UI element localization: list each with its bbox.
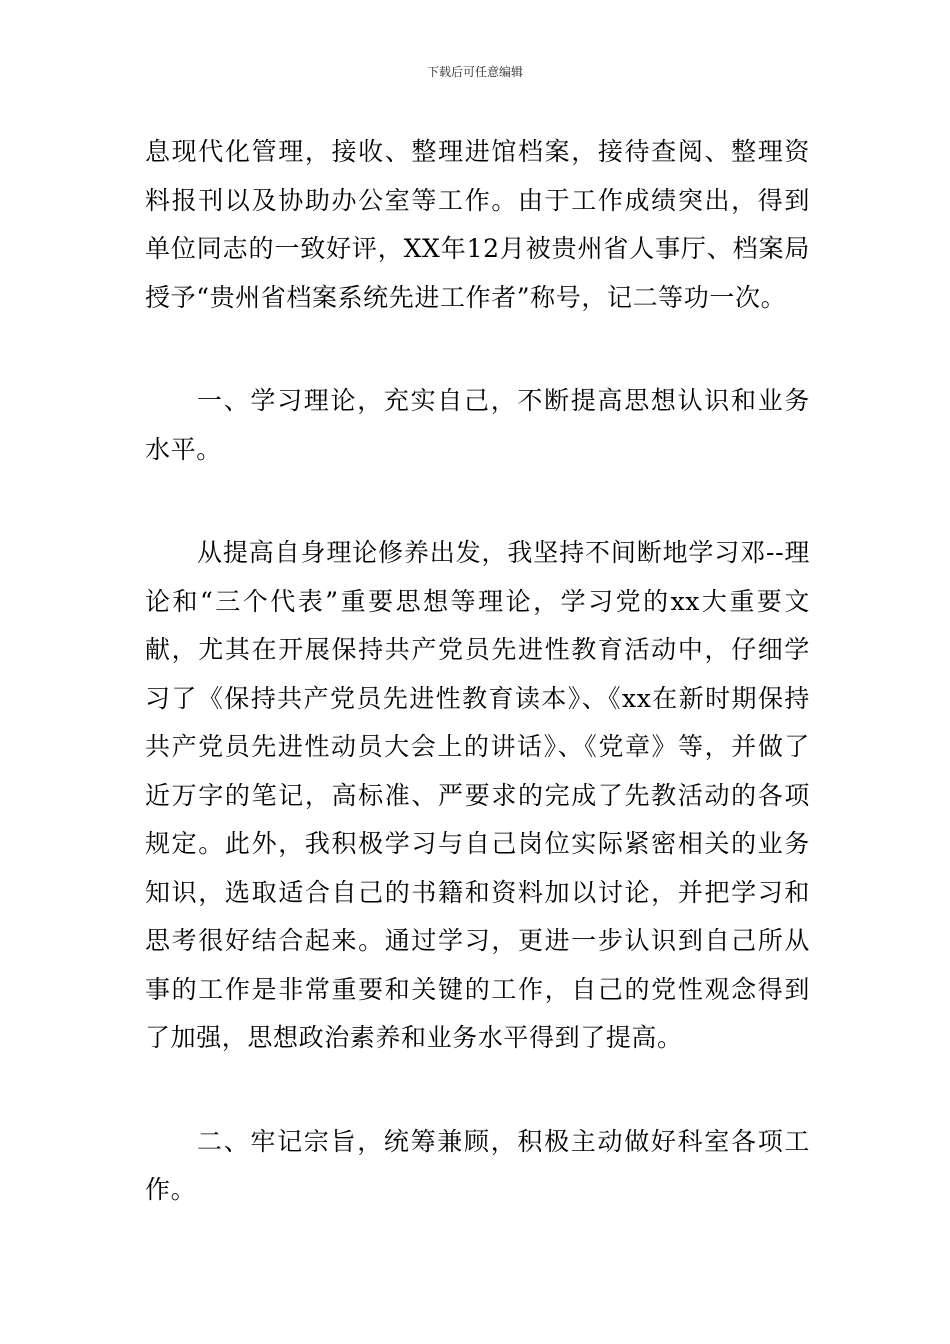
section-heading-one: 一、学习理论，充实自己，不断提高思想认识和业务水平。 (145, 386, 810, 464)
section-heading-two: 二、牢记宗旨，统筹兼顾，积极主动做好科室各项工作。 (145, 1126, 810, 1204)
document-body (145, 128, 810, 1215)
paragraph-gap (145, 322, 810, 377)
paragraph-gap (145, 1063, 810, 1118)
paragraph-study: 从提高自身理论修养出发，我坚持不间断地学习邓--理论和“三个代表”重要思想等理论，学习党的xx大重要文献，尤其在开展保持共产党员先进性教育活动中，仔细学习了《保持共产党员先进性教育读本》、《xx在新时期保持共产党员先进性动员大会上的讲话》、《党章》等，并做了近万字的笔记，高标准、严要求的完成了先教活动的各项规定。此外，我积极学习与自己岗位实际紧密相关的业务知识，选取适合自己的书籍和资料加以讨论，并把学习和思考很好结合起来。通过学习，更进一步认识到自己所从事的工作是非常重要和关键的工作，自己的党性观念得到了加强，思想政治素养和业务水平得到了提高。 (145, 538, 810, 1052)
paragraph-continuation: 息现代化管理，接收、整理进馆档案，接待查阅、整理资料报刊以及协助办公室等工作。由于工作成绩突出，得到单位同志的一致好评，XX年12月被贵州省人事厅、档案局授予“贵州省档案系统先进工作者”称号，记二等功一次。 (145, 137, 810, 312)
paragraph-gap (145, 474, 810, 529)
page-header: 下载后可任意编辑 (426, 65, 523, 79)
